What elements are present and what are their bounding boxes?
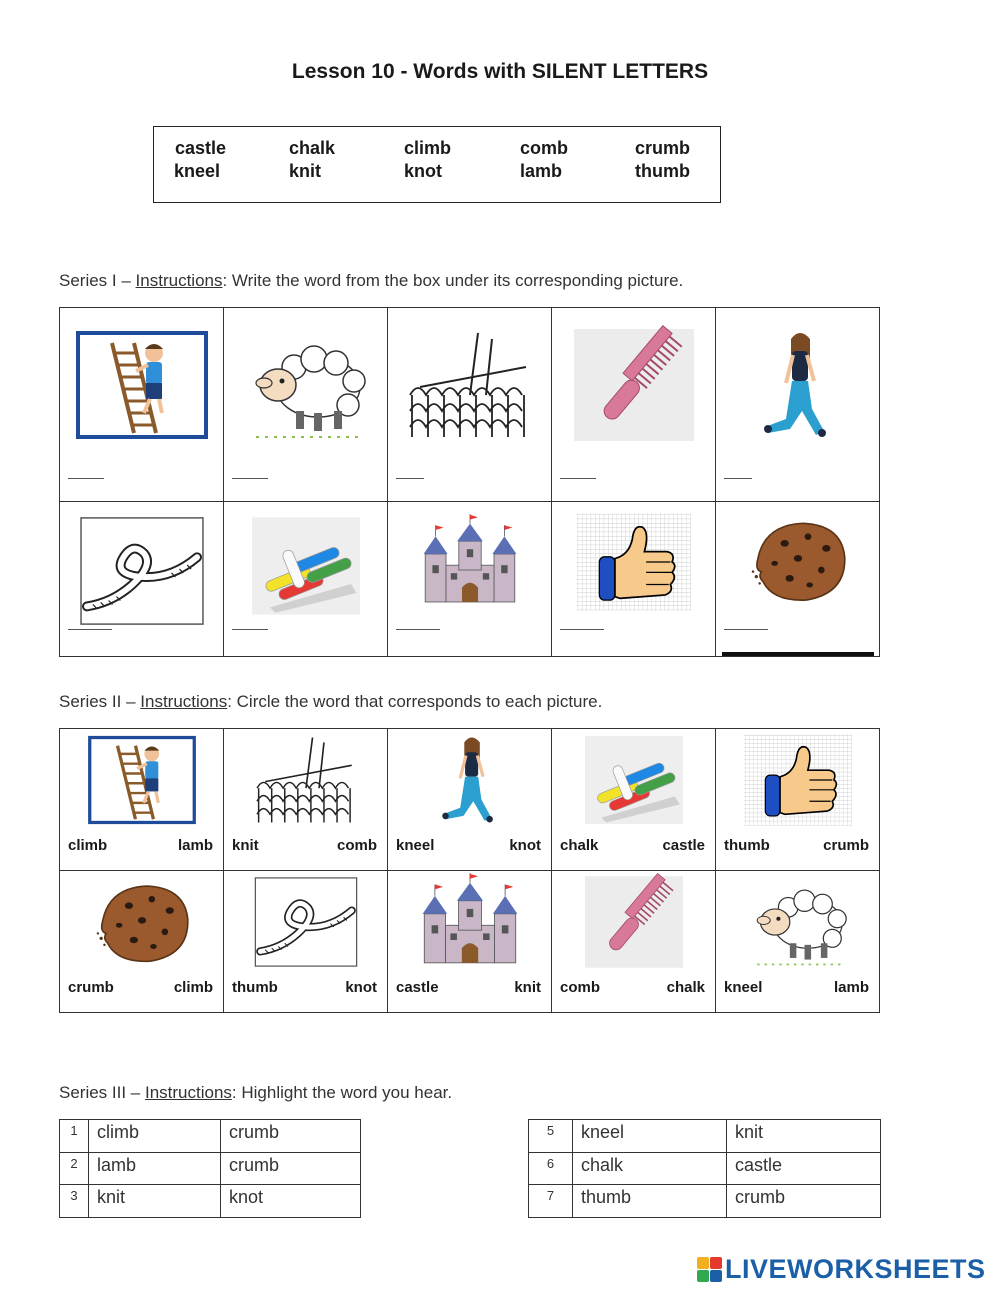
word-box-item: chalk (289, 138, 336, 158)
answer-blank[interactable] (68, 629, 112, 630)
liveworksheets-logo[interactable] (697, 1254, 986, 1284)
table-row (60, 1185, 361, 1218)
choice-option[interactable]: climb (173, 979, 213, 996)
row-number: 5 (529, 1120, 573, 1153)
climb-picture (72, 320, 212, 450)
series1-cell (716, 502, 880, 657)
choice-option[interactable]: knit (514, 979, 541, 996)
word-box-item: knot (404, 161, 442, 181)
answer-blank[interactable] (232, 629, 268, 630)
thumb-picture (564, 510, 704, 614)
series2-cell (716, 871, 880, 1013)
row-number: 1 (60, 1120, 89, 1153)
kneel-picture (728, 320, 868, 450)
underline-bar (722, 652, 874, 656)
choice-option[interactable]: lamb (177, 837, 213, 854)
choice-option[interactable]: chalk (666, 979, 705, 996)
answer-blank[interactable] (560, 629, 604, 630)
word-option[interactable]: knit (89, 1185, 221, 1218)
choice-option[interactable]: comb (560, 979, 601, 996)
series2-grid (59, 728, 880, 1013)
series2-instructions: Series II – Instructions: Circle the word that corresponds to each picture. (59, 692, 603, 711)
knit-picture (246, 731, 366, 829)
word-option[interactable]: knit (727, 1120, 881, 1153)
row-number: 6 (529, 1152, 573, 1185)
choice-option[interactable]: thumb (724, 837, 770, 854)
series1-cell (716, 308, 880, 502)
choice-option[interactable]: castle (662, 837, 705, 854)
comb-picture (574, 873, 694, 971)
series2-cell (388, 871, 552, 1013)
logo-blocks-icon (697, 1257, 722, 1282)
series2-cell (552, 729, 716, 871)
choice-option[interactable]: comb (336, 837, 377, 854)
word-box-item: castle (175, 138, 227, 158)
word-box (153, 126, 721, 203)
row-number: 2 (60, 1152, 89, 1185)
series1-cell (388, 502, 552, 657)
word-option[interactable]: crumb (221, 1120, 361, 1153)
answer-blank[interactable] (232, 478, 268, 479)
choice-option[interactable]: knot (509, 837, 541, 854)
row-number: 3 (60, 1185, 89, 1218)
climb-picture (82, 731, 202, 829)
series1-cell (224, 502, 388, 657)
table-row (60, 1120, 361, 1153)
choice-option[interactable]: kneel (724, 979, 763, 996)
series3-instructions: Series III – Instructions: Highlight the word you hear. (59, 1083, 453, 1102)
comb-picture (564, 320, 704, 450)
table-row (529, 1185, 881, 1218)
choice-option[interactable]: chalk (560, 837, 599, 854)
lamb-picture (738, 873, 858, 971)
chalk-picture (236, 512, 376, 620)
series1-cell (552, 308, 716, 502)
choice-option[interactable]: thumb (232, 979, 278, 996)
answer-blank[interactable] (724, 478, 752, 479)
choice-option[interactable]: crumb (823, 837, 869, 854)
series3-table-right (528, 1119, 881, 1218)
table-row (529, 1120, 881, 1153)
series3-table-left (59, 1119, 361, 1218)
word-box-item: thumb (635, 161, 690, 181)
page-title: Lesson 10 - Words with SILENT LETTERS (291, 60, 709, 83)
choice-option[interactable]: castle (396, 979, 439, 996)
castle-picture (400, 514, 540, 610)
series2-cell (716, 729, 880, 871)
series1-cell (552, 502, 716, 657)
word-option[interactable]: crumb (727, 1185, 881, 1218)
logo-block (697, 1257, 709, 1269)
series1-instructions: Series I – Instructions: Write the word from the box under its corresponding picture. (59, 271, 684, 290)
series1-cell (60, 502, 224, 657)
word-option[interactable]: lamb (89, 1152, 221, 1185)
table-row (529, 1152, 881, 1185)
series1-cell (388, 308, 552, 502)
word-option[interactable]: climb (89, 1120, 221, 1153)
castle-picture (410, 873, 530, 971)
knot-picture (72, 512, 212, 630)
word-box-item: lamb (520, 161, 563, 181)
kneel-picture (410, 731, 530, 829)
thumb-picture (738, 731, 858, 829)
series2-cell (388, 729, 552, 871)
word-box-item: kneel (174, 161, 221, 181)
logo-block (710, 1257, 722, 1269)
choice-option[interactable]: knit (232, 837, 259, 854)
chalk-picture (574, 731, 694, 829)
word-option[interactable]: chalk (573, 1152, 727, 1185)
word-option[interactable]: thumb (573, 1185, 727, 1218)
word-option[interactable]: knot (221, 1185, 361, 1218)
series2-cell (224, 871, 388, 1013)
choice-option[interactable]: kneel (396, 837, 435, 854)
answer-blank[interactable] (396, 629, 440, 630)
series1-cell (224, 308, 388, 502)
word-option[interactable]: crumb (221, 1152, 361, 1185)
word-box-item: climb (404, 138, 452, 158)
series1-cell (60, 308, 224, 502)
word-box-item: knit (289, 161, 322, 181)
series2-cell (60, 871, 224, 1013)
series1-grid (59, 307, 880, 657)
table-row (60, 1152, 361, 1185)
series2-cell (224, 729, 388, 871)
choice-option[interactable]: lamb (833, 979, 869, 996)
crumb-picture (728, 510, 868, 610)
answer-blank[interactable] (560, 478, 596, 479)
logo-block (710, 1270, 722, 1282)
word-option[interactable]: castle (727, 1152, 881, 1185)
crumb-picture (82, 873, 202, 971)
answer-blank[interactable] (68, 478, 104, 479)
row-number: 7 (529, 1185, 573, 1218)
answer-blank[interactable] (724, 629, 768, 630)
answer-blank[interactable] (396, 478, 424, 479)
logo-block (697, 1270, 709, 1282)
lamb-picture (236, 320, 376, 450)
word-box-item: comb (520, 138, 569, 158)
knot-picture (246, 873, 366, 971)
knit-picture (400, 320, 540, 450)
series2-cell (60, 729, 224, 871)
series2-cell (552, 871, 716, 1013)
logo-text: LIVEWORKSHEETS (725, 1253, 986, 1284)
choice-option[interactable]: crumb (68, 979, 114, 996)
choice-option[interactable]: knot (345, 979, 377, 996)
word-option[interactable]: kneel (573, 1120, 727, 1153)
word-box-item: crumb (635, 138, 691, 158)
choice-option[interactable]: climb (68, 837, 108, 854)
